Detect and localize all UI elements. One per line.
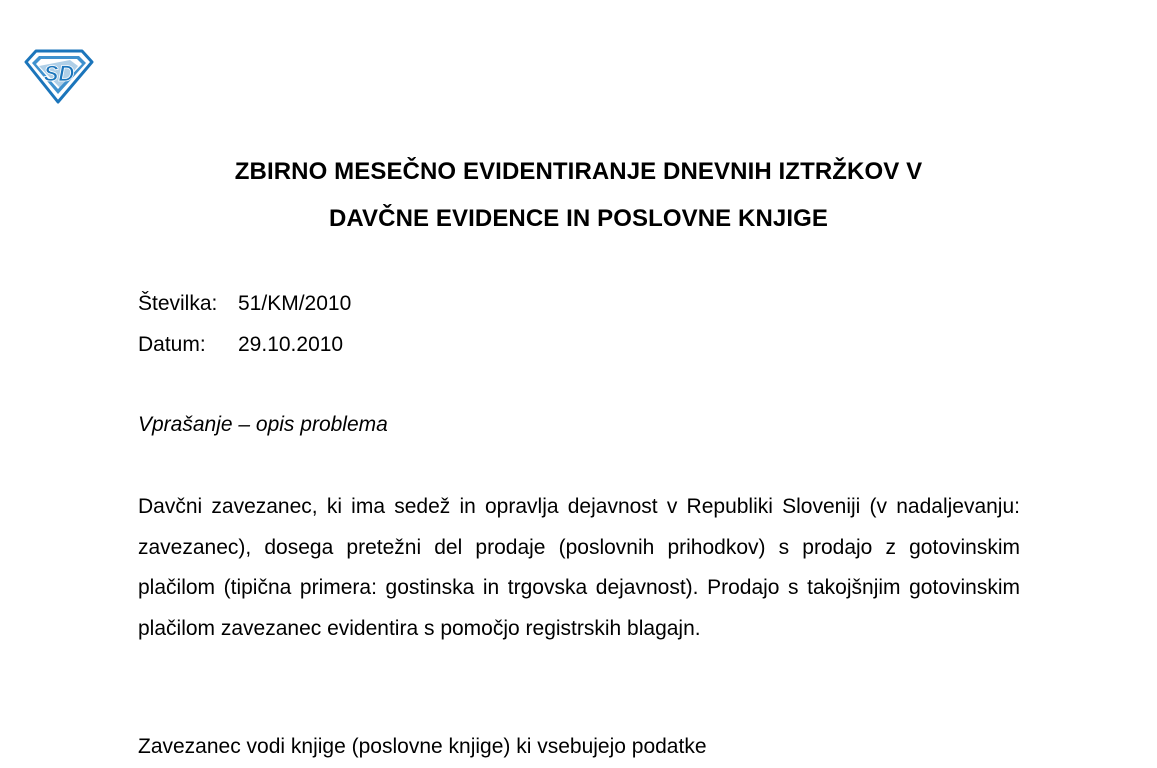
number-label: Številka:	[138, 292, 218, 315]
section-heading: Vprašanje – opis problema	[138, 413, 388, 436]
date-row	[138, 333, 343, 357]
number-value: 51/KM/2010	[238, 292, 352, 315]
date-value: 29.10.2010	[238, 333, 344, 356]
sd-shield-icon	[22, 48, 96, 104]
document-title-line-2: DAVČNE EVIDENCE IN POSLOVNE KNJIGE	[328, 205, 829, 232]
logo-text: SD	[43, 61, 75, 86]
date-label: Datum:	[138, 333, 206, 356]
body-paragraph: Davčni zavezanec, ki ima sedež in opravlja dejavnost v Republiki Sloveniji (v nadaljevanju: zavezanec), dosega pretežni del prodaje (poslovnih prihodkov) s prodajo z gotovinskim plačilom (tipična primera: gostinska in trgovska dejavnost). Prodajo s takojšnjim gotovinskim plačilom zavezanec evidentira s pomočjo registrskih blagajn.	[138, 495, 1020, 640]
logo	[22, 48, 96, 104]
document-title-line-1: ZBIRNO MESEČNO EVIDENTIRANJE DNEVNIH IZTRŽKOV V	[234, 158, 923, 185]
body-paragraph-partial: Zavezanec vodi knjige (poslovne knjige) ki vsebujejo podatke	[138, 735, 707, 758]
number-row	[138, 292, 351, 316]
